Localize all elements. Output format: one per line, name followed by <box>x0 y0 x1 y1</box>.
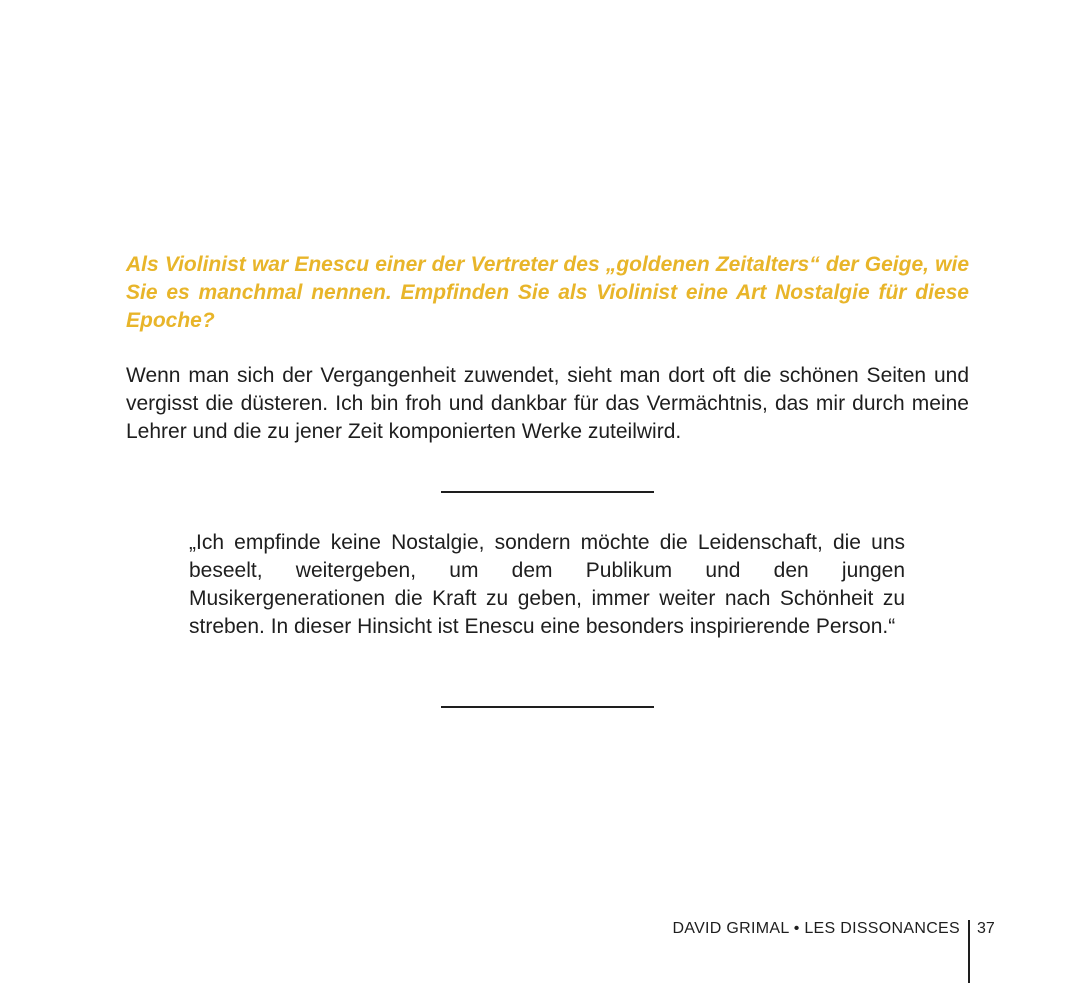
page-number: 37 <box>977 920 995 937</box>
quote-divider-bottom <box>441 706 654 708</box>
quote-divider-top <box>441 491 654 493</box>
interview-question: Als Violinist war Enescu einer der Vertreter des „goldenen Zeitalters“ der Geige, wie Sie es manchmal nennen. Empfinden Sie als Violinist eine Art Nostalgie für diese Epoche? <box>126 253 969 332</box>
interview-answer: Wenn man sich der Vergangenheit zuwendet, sieht man dort oft die schönen Seiten und vergisst die düsteren. Ich bin froh und dankbar für das Vermächtnis, das mir durch meine Lehrer und die zu jener Zeit komponierten Werke zuteilwird. <box>126 364 969 443</box>
pull-quote: „Ich empfinde keine Nostalgie, sondern möchte die Leidenschaft, die uns beseelt, weitergeben, um dem Publikum und den jungen Musikergenerationen die Kraft zu geben, immer weiter nach Schönheit zu streben. In dieser Hinsicht ist Enescu eine besonders inspirierende Person.“ <box>189 531 905 638</box>
footer-separator <box>968 920 970 983</box>
running-title: DAVID GRIMAL • LES DISSONANCES <box>672 920 960 937</box>
